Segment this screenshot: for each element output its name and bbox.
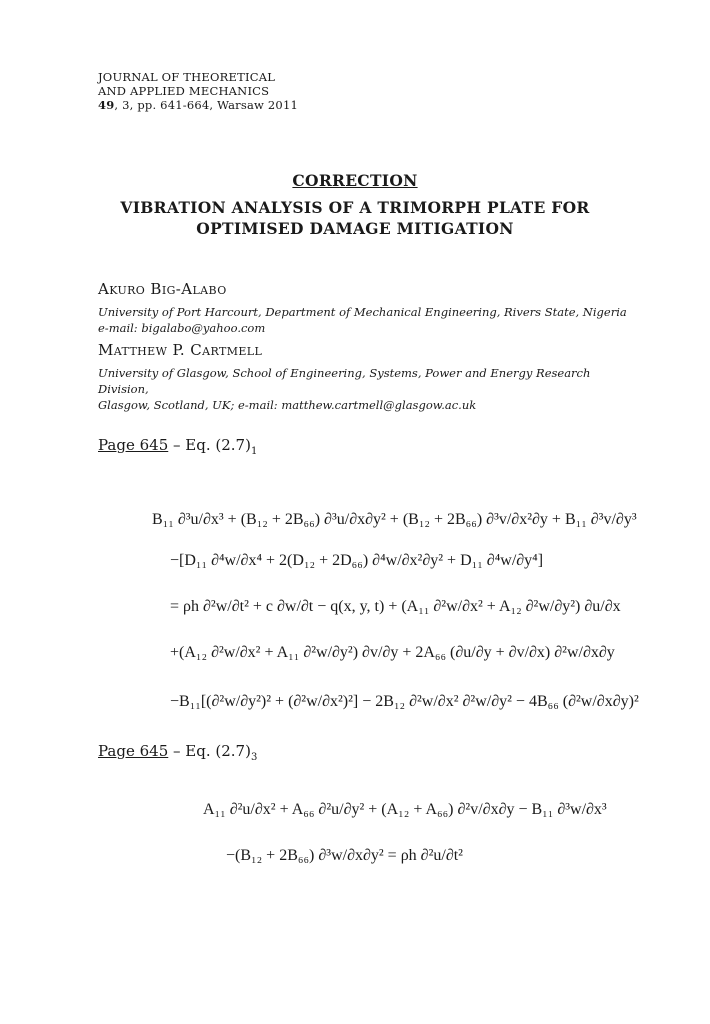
author-name-2: Matthew P. Cartmell: [98, 341, 263, 359]
author-affiliation-1: [98, 304, 638, 336]
correction-1-equation-index: 1: [250, 446, 258, 457]
equation-2-7-3-line1: A₁₁ ∂²u/∂x² + A₆₆ ∂²u/∂y² + (A₁₂ + A₆₆) ∂²v/∂x∂y − B₁₁ ∂³w/∂x³: [203, 801, 607, 818]
author-affiliation-2: [98, 365, 638, 413]
author-name-1: Akuro Big-Alabo: [98, 280, 227, 298]
correction-2-equation: – Eq. (2.7): [168, 742, 251, 760]
equation-2-7-1-line4: +(A₁₂ ∂²w/∂x² + A₁₁ ∂²w/∂y²) ∂v/∂y + 2A₆₆ (∂u/∂y + ∂v/∂x) ∂²w/∂x∂y: [170, 644, 615, 661]
journal-header: [98, 70, 298, 112]
equation-2-7-3: [0, 780, 710, 880]
equation-2-7-1-line1: B₁₁ ∂³u/∂x³ + (B₁₂ + 2B₆₆) ∂³u/∂x∂y² + (B₁₂ + 2B₆₆) ∂³v/∂x²∂y + B₁₁ ∂³v/∂y³: [152, 511, 637, 528]
affiliation-1-line1: University of Port Harcourt, Department of Mechanical Engineering, Rivers State, Nigeria: [98, 305, 627, 319]
correction-2-equation-index: 3: [250, 752, 258, 763]
equation-2-7-1: [0, 480, 710, 740]
equation-2-7-1-line2: −[D₁₁ ∂⁴w/∂x⁴ + 2(D₁₂ + 2D₆₆) ∂⁴w/∂x²∂y² + D₁₁ ∂⁴w/∂y⁴]: [170, 552, 544, 569]
paper-title-line2: OPTIMISED DAMAGE MITIGATION: [196, 219, 514, 238]
affiliation-2-line2: Glasgow, Scotland, UK; e-mail: matthew.cartmell@glasgow.ac.uk: [98, 398, 477, 412]
correction-2-reference: [98, 742, 257, 763]
journal-volume: 49: [98, 98, 115, 112]
journal-issue-pages: , 3, pp. 641-664, Warsaw 2011: [114, 98, 298, 112]
affiliation-1-line2: e-mail: bigalabo@yahoo.com: [98, 321, 266, 335]
paper-title: [0, 197, 710, 239]
correction-1-equation: – Eq. (2.7): [168, 436, 251, 454]
journal-issue: [98, 98, 298, 112]
journal-name-line2: AND APPLIED MECHANICS: [98, 84, 270, 98]
correction-label: CORRECTION: [292, 171, 418, 190]
correction-1-page: Page 645: [98, 436, 169, 454]
equation-2-7-3-line2: −(B₁₂ + 2B₆₆) ∂³w/∂x∂y² = ρh ∂²u/∂t²: [226, 847, 463, 864]
correction-2-page: Page 645: [98, 742, 169, 760]
correction-1-reference: [98, 436, 257, 457]
affiliation-2-line1: University of Glasgow, School of Engineering, Systems, Power and Energy Research Division,: [98, 366, 591, 396]
equation-2-7-1-line5: −B₁₁[(∂²w/∂y²)² + (∂²w/∂x²)²] − 2B₁₂ ∂²w/∂x² ∂²w/∂y² − 4B₆₆ (∂²w/∂x∂y)²: [170, 693, 639, 710]
equation-2-7-1-line3: = ρh ∂²w/∂t² + c ∂w/∂t − q(x, y, t) + (A₁₁ ∂²w/∂x² + A₁₂ ∂²w/∂y²) ∂u/∂x: [170, 598, 621, 615]
paper-title-line1: VIBRATION ANALYSIS OF A TRIMORPH PLATE FOR: [120, 198, 590, 217]
journal-name-line1: JOURNAL OF THEORETICAL: [98, 70, 276, 84]
